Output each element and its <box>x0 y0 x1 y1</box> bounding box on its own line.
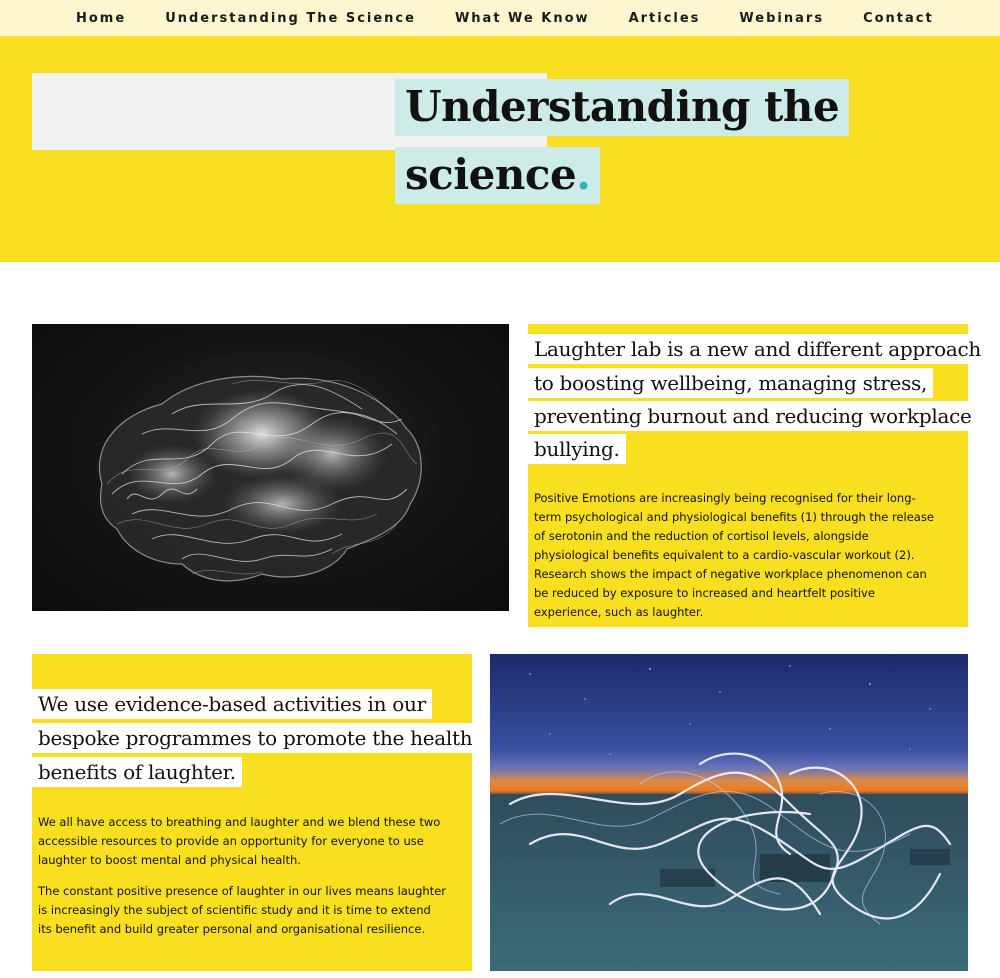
light-painting-illustration <box>490 654 968 971</box>
approach-paragraph-1 <box>38 813 468 870</box>
page-title-line-2: science. <box>395 147 600 204</box>
body-line: The constant positive presence of laughter in our lives means laughter <box>38 884 446 898</box>
body-line: be reduced by exposure to increased and heartfelt positive <box>534 586 875 600</box>
intro-headline-line-1: Laughter lab is a new and different approach <box>528 334 987 364</box>
nav-webinars[interactable]: Webinars <box>739 10 825 26</box>
body-line: its benefit and build greater personal and organisational resilience. <box>38 922 426 936</box>
body-line: accessible resources to provide an opportunity for everyone to use <box>38 834 424 848</box>
approach-headline-line-3: benefits of laughter. <box>32 757 242 787</box>
intro-text-panel <box>528 324 981 627</box>
approach-paragraph-2 <box>38 882 472 939</box>
intro-body-text <box>534 489 964 622</box>
title-dot: . <box>576 150 591 199</box>
light-painting-image <box>490 654 968 971</box>
body-line: Positive Emotions are increasingly being recognised for their long- <box>534 491 916 505</box>
body-line: is increasingly the subject of scientific study and it is time to extend <box>38 903 431 917</box>
approach-headline-line-2: bespoke programmes to promote the health <box>32 723 478 753</box>
body-line: We all have access to breathing and laughter and we blend these two <box>38 815 441 829</box>
body-line: of serotonin and the reduction of cortisol levels, alongside <box>534 529 869 543</box>
brain-light-image <box>32 324 509 611</box>
top-navigation <box>0 0 1000 36</box>
intro-headline-line-4: bullying. <box>528 434 626 464</box>
body-line: experience, such as laughter. <box>534 605 704 619</box>
page-title-line-1: Understanding the <box>395 79 849 136</box>
brain-illustration <box>32 324 509 611</box>
body-line: laughter to boost mental and physical health. <box>38 853 301 867</box>
nav-contact[interactable]: Contact <box>863 10 934 26</box>
body-line: physiological benefits equivalent to a cardio-vascular workout (2). <box>534 548 915 562</box>
hero-banner <box>0 36 1000 262</box>
nav-what-we-know[interactable]: What We Know <box>454 10 590 26</box>
approach-headline-line-1: We use evidence-based activities in our <box>32 689 432 719</box>
approach-text-panel <box>32 654 472 971</box>
nav-articles[interactable]: Articles <box>628 10 701 26</box>
intro-headline-line-3: preventing burnout and reducing workplace <box>528 401 978 431</box>
body-line: term psychological and physiological benefits (1) through the release <box>534 510 934 524</box>
nav-home[interactable]: Home <box>76 10 127 26</box>
intro-headline-line-2: to boosting wellbeing, managing stress, <box>528 368 933 398</box>
nav-understanding-the-science[interactable]: Understanding The Science <box>165 10 416 26</box>
body-line: Research shows the impact of negative workplace phenomenon can <box>534 567 927 581</box>
